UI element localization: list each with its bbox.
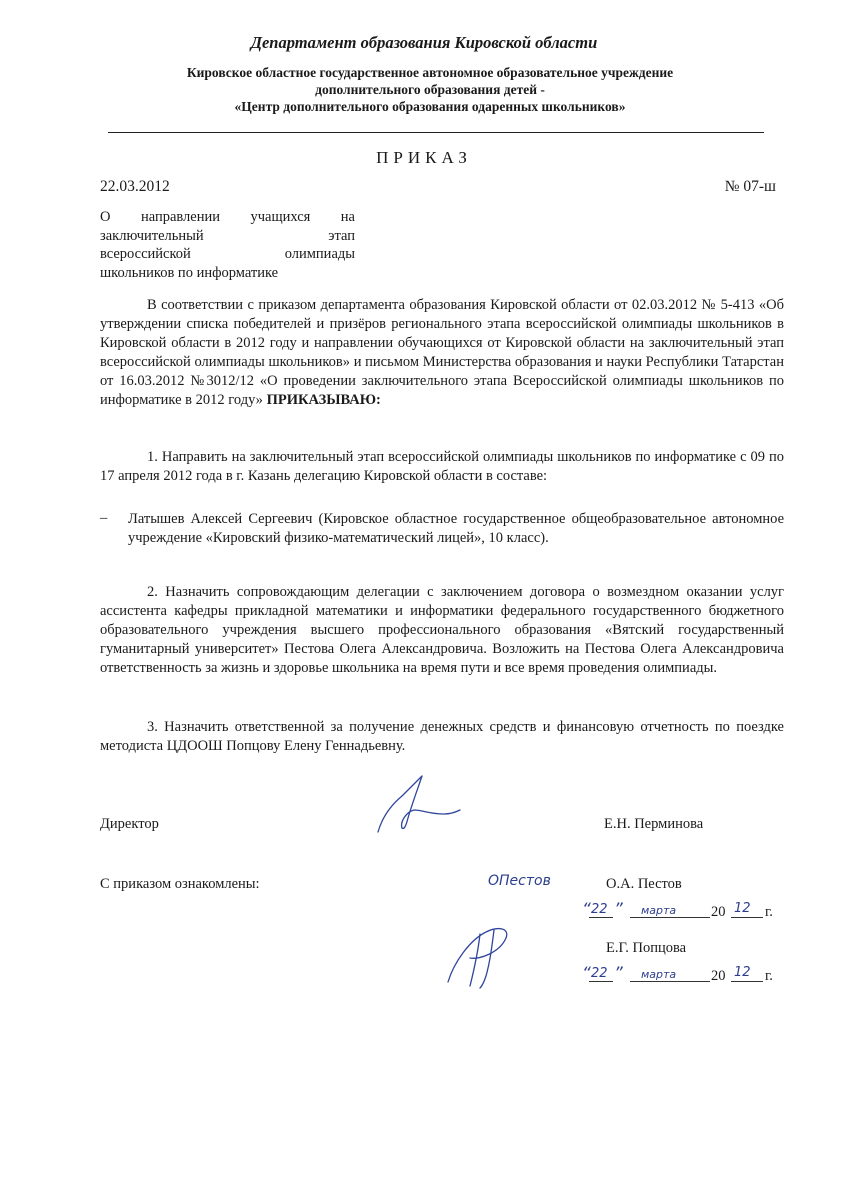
organization-name — [100, 64, 760, 115]
order-number: № 07-ш — [724, 178, 776, 195]
date2-year-prefix: 20 — [711, 968, 726, 984]
date2-quote-open: “ — [582, 964, 591, 984]
org-line-3: «Центр дополнительного образования одаренных школьников» — [234, 99, 626, 114]
org-line-1: Кировское областное государственное автономное образовательное учреждение — [186, 65, 674, 80]
date2-year-unit: г. — [765, 968, 773, 984]
subject-line: заключительный этап — [100, 227, 355, 244]
list-dash: – — [100, 510, 108, 526]
subject-line: всероссийской олимпиады — [100, 246, 355, 262]
date1-month: марта — [641, 904, 677, 917]
date2-month-line — [630, 981, 710, 982]
acquainted-label: С приказом ознакомлены: — [100, 876, 260, 892]
preamble-text: В соответствии с приказом департамента образования Кировской области от 02.03.2012 № 5-413 «Об утверждении списка победителей и призёров регионального этапа всероссийской олимпиады школьников в Кировской области в 2012 году и направлении обучающихся от Кировской области на заключительный этап всероссийской олимпиады школьников» и письмом Министерства образования и науки Республики Татарстан от 16.03.2012 №3012/12 «О проведении заключительного этапа Всероссийской олимпиады школьников по информатике в 2012 году» — [100, 297, 784, 408]
person1-name: О.А. Пестов — [606, 876, 682, 892]
date2-day-line — [589, 981, 613, 982]
item-3: 3. Назначить ответственной за получение денежных средств и финансовую отчетность по поездке методиста ЦДООШ Попцову Елену Геннадьевну. — [100, 719, 784, 754]
subject-line: О направлении учащихся на — [100, 209, 355, 225]
date1-year-line — [731, 917, 763, 918]
delegation-member: Латышев Алексей Сергеевич (Кировское областное государственное общеобразовательное автономное учреждение «Кировский физико-математический лицей», 10 класс). — [128, 511, 784, 546]
item-2: 2. Назначить сопровождающим делегации с заключением договора о возмездном оказании услуг ассистента кафедры прикладной математики и информатики федерального государственного бюджетного образовательного учреждения высшего профессионального образования «Вятский государственный гуманитарный университет» Пестова Олега Александровича. Возложить на Пестова Олега Александровича ответственность за жизнь и здоровье школьника на время пути и все время проведения олимпиады. — [100, 584, 784, 676]
date1-quote-close: ” — [614, 900, 623, 920]
date1-month-line — [630, 917, 710, 918]
header-divider — [108, 132, 764, 133]
date1-year-unit: г. — [765, 904, 773, 920]
person2-name: Е.Г. Попцова — [606, 940, 687, 956]
subject-line: школьников по информатике — [100, 264, 279, 281]
date2-year-line — [731, 981, 763, 982]
director-label: Директор — [100, 816, 159, 832]
director-signature — [372, 768, 462, 838]
department-name: Департамент образования Кировской области — [250, 33, 598, 52]
document-title: ПРИКАЗ — [376, 148, 472, 167]
date1-quote-open: “ — [582, 900, 591, 920]
order-subject — [100, 208, 355, 282]
org-line-2: дополнительного образования детей - — [315, 82, 545, 97]
date2-month: марта — [641, 968, 677, 981]
date2-day: 22 — [591, 966, 608, 981]
pestov-handwritten-signature: ОПестов — [488, 873, 551, 889]
date1-day: 22 — [591, 902, 608, 917]
preamble-paragraph — [100, 296, 784, 410]
director-name: Е.Н. Перминова — [604, 816, 704, 832]
order-date: 22.03.2012 — [100, 178, 170, 195]
date1-day-line — [589, 917, 613, 918]
date2-year: 12 — [734, 965, 751, 980]
date2-quote-close: ” — [614, 964, 623, 984]
command-word: ПРИКАЗЫВАЮ: — [266, 392, 381, 408]
poptsova-signature — [440, 912, 520, 992]
date1-year-prefix: 20 — [711, 904, 726, 920]
item-1: 1. Направить на заключительный этап всероссийской олимпиады школьников по информатике с 09 по 17 апреля 2012 года в г. Казань делегацию Кировской области в составе: — [100, 449, 784, 484]
date1-year: 12 — [734, 901, 751, 916]
